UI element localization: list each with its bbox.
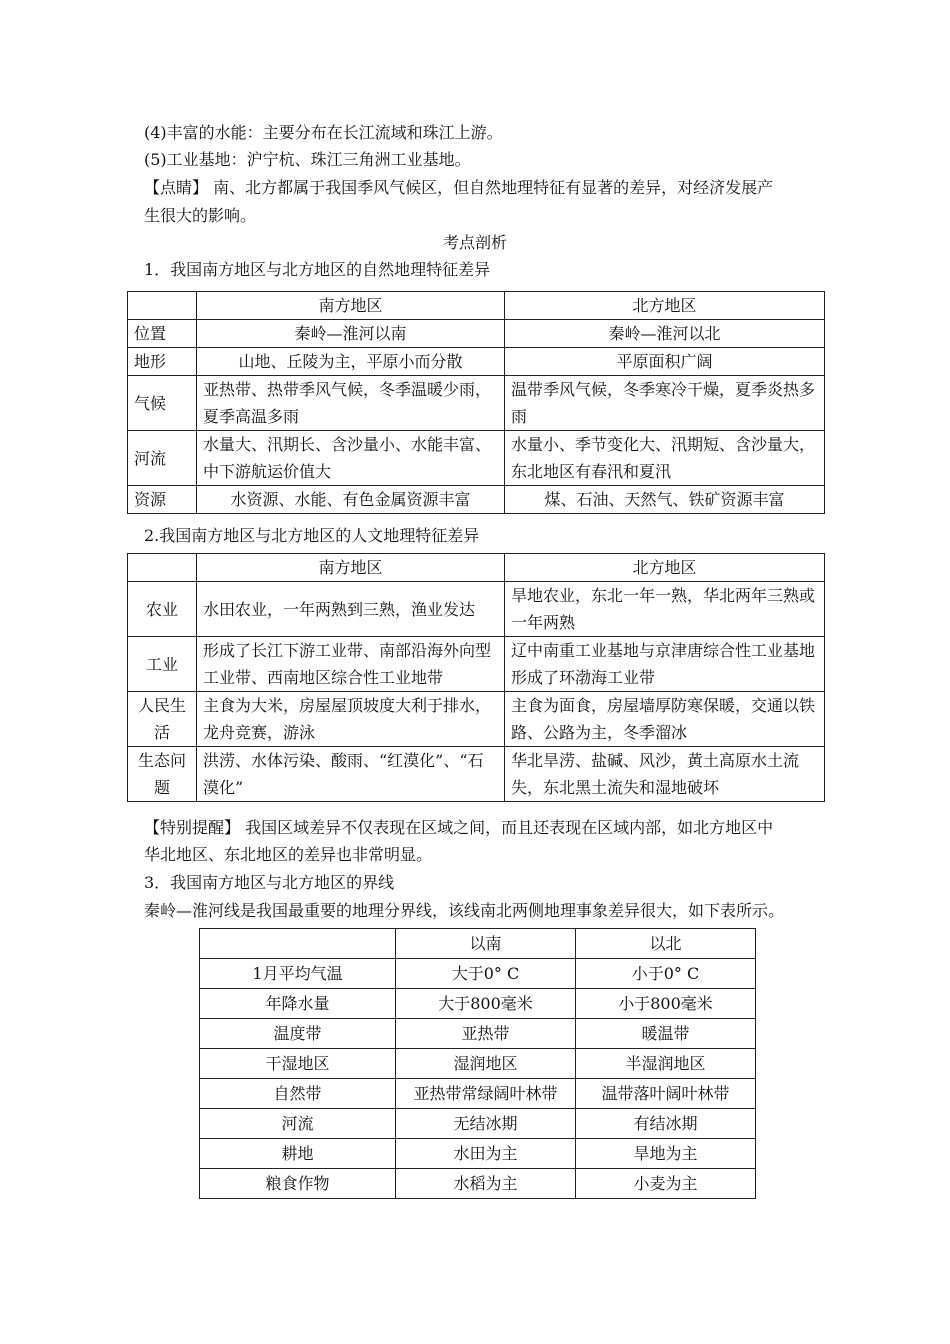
- south-cell: 水田农业，一年两熟到三熟，渔业发达: [197, 582, 505, 637]
- section3-heading: 3．我国南方地区与北方地区的界线: [144, 873, 395, 892]
- note-paragraph: [144, 176, 773, 200]
- table-row: [200, 1079, 756, 1109]
- row-label: 自然带: [200, 1079, 396, 1109]
- table-row: [128, 486, 825, 514]
- south-cell: 无结冰期: [396, 1109, 576, 1139]
- intro-item-5: (5)工业基地：沪宁杭、珠江三角洲工业基地。: [144, 150, 471, 169]
- row-label: 河流: [128, 431, 197, 486]
- row-label: 干湿地区: [200, 1049, 396, 1079]
- row-label: 生态问题: [128, 747, 197, 802]
- table-row: [200, 1019, 756, 1049]
- south-cell: 大于0° C: [396, 959, 576, 989]
- header-cell: 南方地区: [197, 292, 505, 320]
- north-cell: 辽中南重工业基地与京津唐综合性工业基地形成了环渤海工业带: [505, 637, 825, 692]
- table-row: [200, 989, 756, 1019]
- table-row: [200, 1139, 756, 1169]
- north-cell: 煤、石油、天然气、铁矿资源丰富: [505, 486, 825, 514]
- south-cell: 洪涝、水体污染、酸雨、“红漠化”、“石漠化”: [197, 747, 505, 802]
- south-cell: 亚热带、热带季风气候，冬季温暖少雨，夏季高温多雨: [197, 376, 505, 431]
- reminder-paragraph: [144, 816, 773, 840]
- header-cell: [128, 292, 197, 320]
- table-row: [128, 376, 825, 431]
- header-cell: [128, 554, 197, 582]
- table-row: [128, 582, 825, 637]
- note-text-line1: 南、北方都属于我国季风气候区，但自然地理特征有显著的差异，对经济发展产: [208, 178, 774, 197]
- table-header-row: [128, 554, 825, 582]
- header-cell: 以北: [576, 929, 756, 959]
- north-cell: 小于0° C: [576, 959, 756, 989]
- section2-heading: 2.我国南方地区与北方地区的人文地理特征差异: [144, 526, 480, 545]
- south-cell: 主食为大米，房屋屋顶坡度大利于排水，龙舟竞赛，游泳: [197, 692, 505, 747]
- table-row: [200, 1109, 756, 1139]
- table-row: [128, 320, 825, 348]
- north-cell: 主食为面食，房屋墙厚防寒保暖，交通以铁路、公路为主，冬季溜冰: [505, 692, 825, 747]
- reminder-tag: 【特别提醒】: [144, 818, 241, 837]
- table-row: [200, 959, 756, 989]
- table-header-row: [128, 292, 825, 320]
- row-label: 农业: [128, 582, 197, 637]
- header-cell: 北方地区: [505, 554, 825, 582]
- south-cell: 山地、丘陵为主，平原小而分散: [197, 348, 505, 376]
- south-cell: 秦岭—淮河以南: [197, 320, 505, 348]
- table-row: [200, 1049, 756, 1079]
- north-cell: 温带季风气候，冬季寒冷干燥，夏季炎热多雨: [505, 376, 825, 431]
- north-cell: 小麦为主: [576, 1169, 756, 1199]
- north-cell: 旱地为主: [576, 1139, 756, 1169]
- south-cell: 亚热带: [396, 1019, 576, 1049]
- north-cell: 旱地农业，东北一年一熟，华北两年三熟或一年两熟: [505, 582, 825, 637]
- south-cell: 水资源、水能、有色金属资源丰富: [197, 486, 505, 514]
- section-title: 考点剖析: [442, 233, 507, 252]
- north-cell: 小于800毫米: [576, 989, 756, 1019]
- row-label: 资源: [128, 486, 197, 514]
- row-label: 河流: [200, 1109, 396, 1139]
- header-cell: 以南: [396, 929, 576, 959]
- table-row: [128, 692, 825, 747]
- south-cell: 形成了长江下游工业带、南部沿海外向型工业带、西南地区综合性工业地带: [197, 637, 505, 692]
- header-cell: 南方地区: [197, 554, 505, 582]
- row-label: 年降水量: [200, 989, 396, 1019]
- row-label: 1月平均气温: [200, 959, 396, 989]
- south-cell: 亚热带常绿阔叶林带: [396, 1079, 576, 1109]
- table-row: [128, 431, 825, 486]
- boundary-differences-table: [199, 928, 756, 1199]
- note-tag: 【点睛】: [144, 178, 209, 197]
- south-cell: 水稻为主: [396, 1169, 576, 1199]
- north-cell: 秦岭—淮河以北: [505, 320, 825, 348]
- row-label: 耕地: [200, 1139, 396, 1169]
- note-text-line2: 生很大的影响。: [144, 206, 257, 225]
- south-cell: 湿润地区: [396, 1049, 576, 1079]
- south-cell: 大于800毫米: [396, 989, 576, 1019]
- north-cell: 半湿润地区: [576, 1049, 756, 1079]
- header-cell: 北方地区: [505, 292, 825, 320]
- north-cell: 暖温带: [576, 1019, 756, 1049]
- row-label: 粮食作物: [200, 1169, 396, 1199]
- row-label: 位置: [128, 320, 197, 348]
- header-cell: [200, 929, 396, 959]
- north-cell: 水量小、季节变化大、汛期短、含沙量大，东北地区有春汛和夏汛: [505, 431, 825, 486]
- row-label: 气候: [128, 376, 197, 431]
- north-cell: 平原面积广阔: [505, 348, 825, 376]
- north-cell: 华北旱涝、盐碱、风沙，黄土高原水土流失，东北黑土流失和湿地破坏: [505, 747, 825, 802]
- table-row: [200, 1169, 756, 1199]
- section3-intro: 秦岭—淮河线是我国最重要的地理分界线，该线南北两侧地理事象差异很大，如下表所示。: [144, 901, 785, 920]
- table-row: [128, 348, 825, 376]
- row-label: 工业: [128, 637, 197, 692]
- row-label: 地形: [128, 348, 197, 376]
- table-row: [128, 637, 825, 692]
- natural-differences-table: [127, 291, 825, 514]
- row-label: 人民生活: [128, 692, 197, 747]
- section1-heading: 1．我国南方地区与北方地区的自然地理特征差异: [144, 260, 491, 279]
- intro-item-4: (4)丰富的水能：主要分布在长江流域和珠江上游。: [144, 123, 503, 142]
- reminder-text-line1: 我国区域差异不仅表现在区域之间，而且还表现在区域内部，如北方地区中: [240, 818, 774, 837]
- table-header-row: [200, 929, 756, 959]
- row-label: 温度带: [200, 1019, 396, 1049]
- human-differences-table: [127, 553, 825, 802]
- north-cell: 温带落叶阔叶林带: [576, 1079, 756, 1109]
- table-row: [128, 747, 825, 802]
- reminder-text-line2: 华北地区、东北地区的差异也非常明显。: [144, 845, 433, 864]
- south-cell: 水田为主: [396, 1139, 576, 1169]
- north-cell: 有结冰期: [576, 1109, 756, 1139]
- south-cell: 水量大、汛期长、含沙量小、水能丰富、中下游航运价值大: [197, 431, 505, 486]
